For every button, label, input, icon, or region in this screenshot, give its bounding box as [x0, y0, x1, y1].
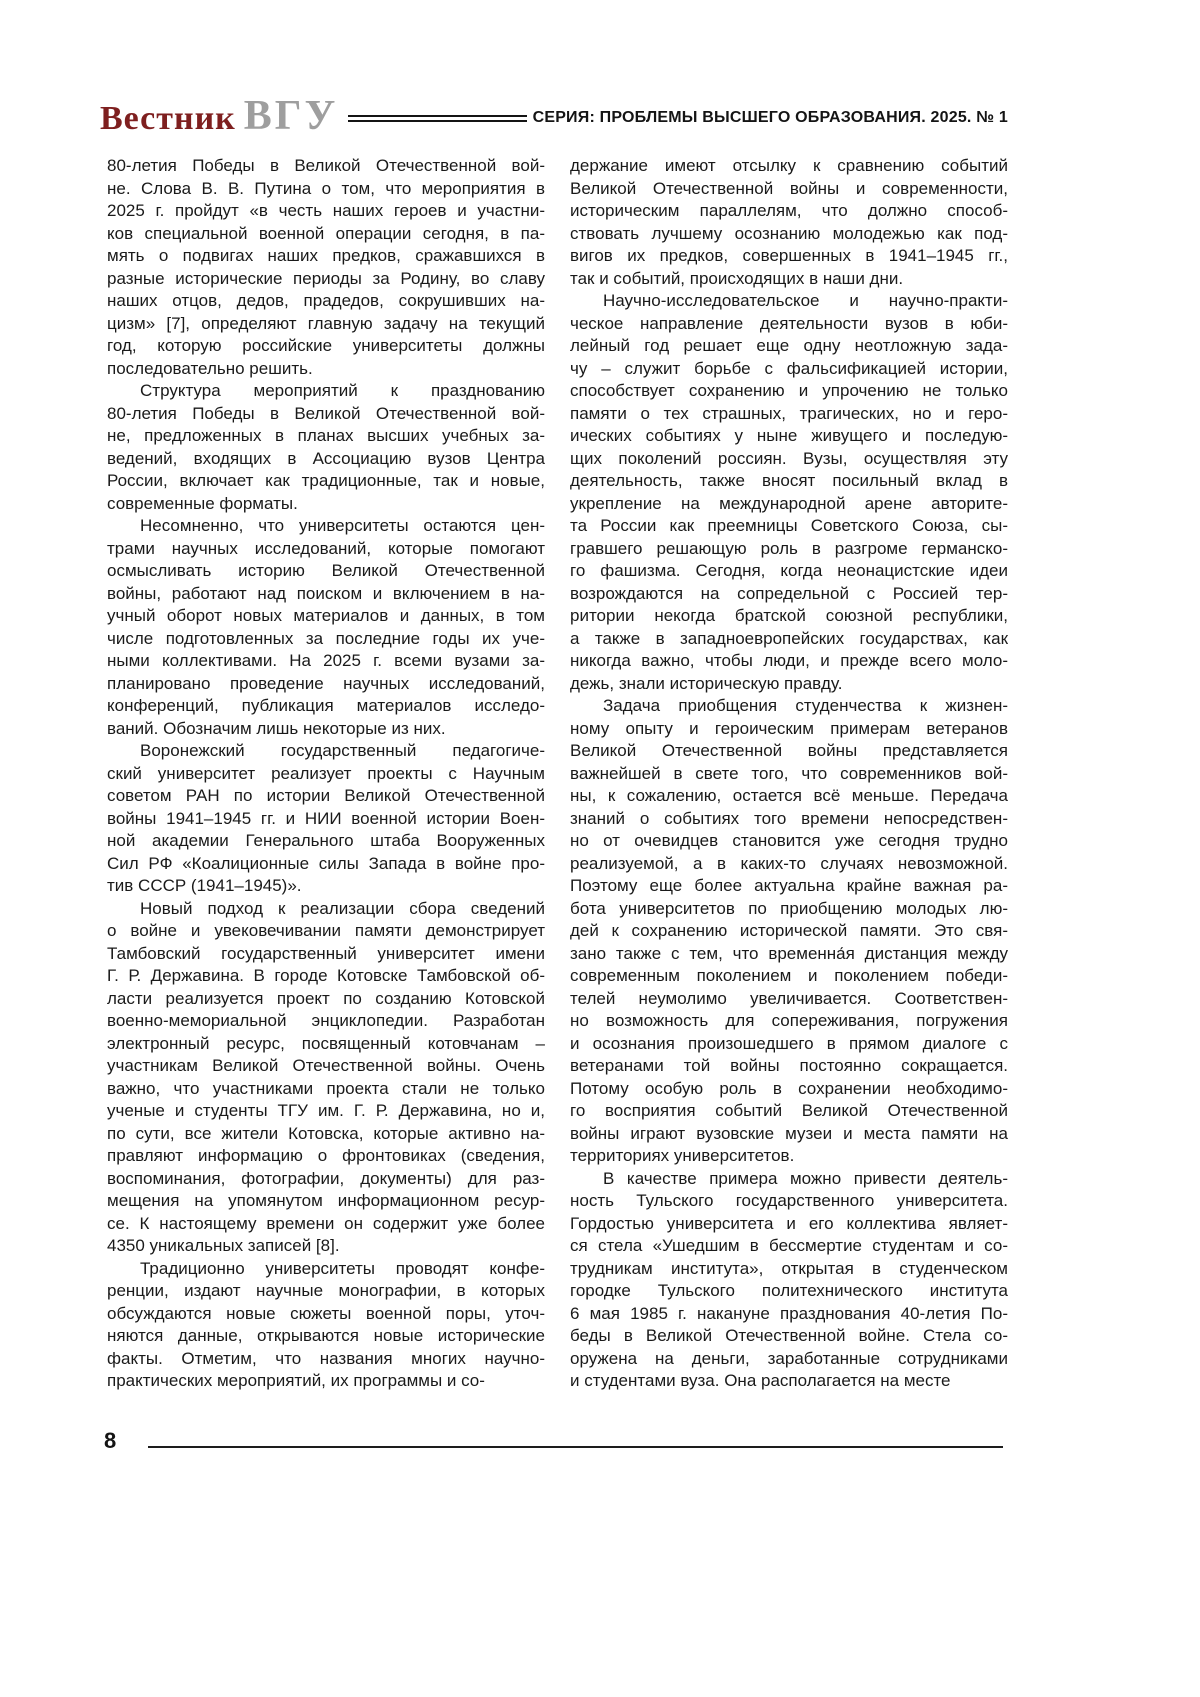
- text-line: ваний. Обозначим лишь некоторые из них.: [107, 718, 446, 738]
- text-line: никогда важно, чтобы люди, и прежде всего моло-: [570, 651, 1008, 670]
- paragraph: [107, 740, 545, 898]
- text-line: 4350 уникальных записей [8].: [107, 1236, 340, 1255]
- text-line: важно, что участниками проекта стали не только: [107, 1078, 545, 1098]
- text-line: беды в Великой Отечественной войне. Стела со-: [570, 1326, 1008, 1345]
- text-line: ученые и студенты ТГУ им. Г. Р. Державина, но и,: [107, 1101, 545, 1120]
- text-line: не. Слова В. В. Путина о том, что мероприятия в: [107, 178, 545, 198]
- text-line: 2025 г. пройдут «в честь наших героев и участни-: [107, 201, 545, 220]
- text-line: а также в западноевропейских государствах, как: [570, 628, 1008, 648]
- text-line: Потому особую роль в сохранении необходимо-: [570, 1078, 1008, 1098]
- series-title: СЕРИЯ: ПРОБЛЕМЫ ВЫСШЕГО ОБРАЗОВАНИЯ. 2025. № 1: [532, 109, 1008, 126]
- text-line: 80-летия Победы в Великой Отечественной вой-: [107, 156, 545, 175]
- header-double-rule: [348, 115, 526, 122]
- text-line: историческим параллелям, что должно способ-: [570, 201, 1008, 220]
- text-line: последовательно решить.: [107, 358, 313, 378]
- paragraph: [107, 155, 545, 380]
- text-line: ветеранами той войны постоянно сокращается.: [570, 1056, 1008, 1075]
- text-line: чу – служит борьбе с фальсификацией истории,: [570, 358, 1008, 378]
- text-line: ному опыту и героическим примерам ветеранов: [570, 718, 1008, 738]
- text-line: дей к сохранению исторической памяти. Это свя-: [570, 921, 1008, 940]
- text-line: способствует сохранению и упрочению не только: [570, 381, 1008, 400]
- text-line: бота университетов по приобщению молодых лю-: [570, 898, 1008, 918]
- text-line: оружена на деньги, заработанные сотрудниками: [570, 1348, 1008, 1368]
- text-line: Гордостью университета и его коллектива являет-: [570, 1213, 1008, 1233]
- page-number: 8: [104, 1428, 117, 1453]
- text-line: ков специальной военной операции сегодня, в па-: [107, 223, 545, 243]
- text-line: ствовать лучшему осознанию молодежью как под-: [570, 223, 1008, 243]
- text-line: практических мероприятий, их программы и со-: [107, 1371, 485, 1390]
- text-line: планировано проведение научных исследований,: [107, 673, 545, 693]
- text-line: щих поколений россиян. Вузы, осуществляя эту: [570, 448, 1008, 468]
- text-line: та России как преемницы Советского Союза, сы-: [570, 516, 1008, 535]
- text-line: так и событий, происходящих в наши дни.: [570, 268, 904, 288]
- text-line: Традиционно университеты проводят конфе-: [140, 1258, 545, 1278]
- text-line: Несомненно, что университеты остаются цен-: [140, 516, 545, 535]
- text-line: ренции, издают научные монографии, в которых: [107, 1281, 545, 1300]
- text-line: не, предложенных в планах высших учебных за-: [107, 426, 545, 445]
- text-line: памяти о тех страшных, трагических, но и геро-: [570, 403, 1008, 423]
- journal-logo: [100, 92, 338, 140]
- text-line: ны, к сожалению, остается всё меньше. Передача: [570, 786, 1008, 805]
- text-line: ритории некогда братской союзной республики,: [570, 606, 1008, 625]
- text-line: Воронежский государственный педагогиче-: [140, 741, 545, 760]
- text-line: но от очевидцев становится уже сегодня трудно: [570, 831, 1008, 850]
- text-line: ность Тульского государственного университета.: [570, 1191, 1008, 1210]
- text-line: няются данные, открываются новые исторические: [107, 1326, 545, 1345]
- text-line: войны 1941–1945 гг. и НИИ военной истории Воен-: [107, 808, 545, 828]
- text-line: городке Тульского политехнического института: [570, 1281, 1008, 1300]
- text-line: мещения на упомянутом информационном ресур-: [107, 1191, 545, 1210]
- text-line: Новый подход к реализации сбора сведений: [140, 898, 545, 918]
- text-line: но возможность для сопереживания, погружения: [570, 1011, 1008, 1030]
- text-line: Великой Отечественной войны представляется: [570, 741, 1008, 760]
- text-line: современным поколением и поколением победи-: [570, 966, 1008, 985]
- paragraph: [570, 290, 1008, 695]
- text-line: го фашизма. Сегодня, когда неонацистские идеи: [570, 561, 1008, 580]
- text-line: войны играют вузовские музеи и места памяти на: [570, 1123, 1008, 1143]
- text-line: цизм» [7], определяют главную задачу на текущий: [107, 313, 545, 333]
- text-line: правляют информацию о фронтовиках (сведения,: [107, 1146, 545, 1165]
- text-line: зано также с тем, что временна́я дистанция между: [570, 943, 1008, 963]
- text-line: возрождаются на сопредельной с Россией тер-: [570, 583, 1008, 603]
- text-line: России, включает как традиционные, так и новые,: [107, 471, 545, 490]
- text-line: держание имеют отсылку к сравнению событий: [570, 156, 1008, 175]
- text-line: 80-летия Победы в Великой Отечественной вой-: [107, 403, 545, 423]
- text-line: се. К настоящему времени он содержит уже более: [107, 1213, 545, 1233]
- text-line: реализуемой, а в каких-то случаях невозможной.: [570, 853, 1008, 873]
- text-line: и осознания произошедшего в прямом диалоге с: [570, 1033, 1008, 1053]
- text-line: обсуждаются новые сюжеты военной поры, уточ-: [107, 1303, 545, 1323]
- text-line: современные форматы.: [107, 493, 298, 513]
- text-line: воспоминания, фотографии, документы) для раз-: [107, 1168, 545, 1188]
- text-line: числе подготовленных за последние годы их уче-: [107, 628, 545, 648]
- text-line: ский университет реализует проекты с Научным: [107, 763, 545, 783]
- text-line: Г. Р. Державина. В городе Котовске Тамбовской об-: [107, 966, 545, 985]
- text-line: осмысливать историю Великой Отечественной: [107, 561, 545, 580]
- text-line: электронный ресурс, посвященный котовчанам –: [107, 1033, 545, 1053]
- text-line: о войне и увековечивании памяти демонстрирует: [107, 921, 545, 940]
- text-line: ся стела «Ушедшим в бессмертие студентам и со-: [570, 1236, 1008, 1255]
- text-line: и студентами вуза. Она располагается на месте: [570, 1371, 951, 1390]
- text-line: телей неумолимо увеличивается. Соответствен-: [570, 988, 1008, 1008]
- text-line: мять о подвигах наших предков, сражавшихся в: [107, 246, 545, 265]
- text-line: тив СССР (1941–1945)».: [107, 876, 302, 895]
- paragraph: [570, 695, 1008, 1168]
- page-header: [100, 92, 1008, 140]
- text-line: лейный год решает еще одну неотложную зада-: [570, 336, 1008, 355]
- text-line: ческое направление деятельности вузов в юби-: [570, 313, 1008, 333]
- text-line: Структура мероприятий к празднованию: [140, 381, 545, 400]
- text-line: по сути, все жители Котовска, которые активно на-: [107, 1123, 545, 1143]
- paragraph: [107, 1258, 545, 1393]
- text-line: укрепление на международной арене авторите-: [570, 493, 1008, 513]
- text-line: трудникам института», открытая в студенческом: [570, 1258, 1008, 1278]
- text-column-left: [107, 155, 545, 1393]
- paragraph: [107, 380, 545, 515]
- text-line: ических событиях у ныне живущего и последую-: [570, 426, 1008, 445]
- paragraph: [107, 515, 545, 740]
- text-line: участникам Великой Отечественной войны. Очень: [107, 1056, 545, 1075]
- text-line: ными коллективами. На 2025 г. всеми вузами за-: [107, 651, 545, 670]
- footer-rule: [148, 1446, 1003, 1448]
- text-line: учный оборот новых материалов и данных, в том: [107, 606, 545, 625]
- paragraph: [107, 898, 545, 1258]
- text-line: трами научных исследований, которые помогают: [107, 538, 545, 558]
- text-line: факты. Отметим, что названия многих научно-: [107, 1348, 545, 1368]
- text-line: разные исторические периоды за Родину, во славу: [107, 268, 545, 288]
- text-line: конференций, публикация материалов исследо-: [107, 696, 545, 715]
- text-line: ведений, входящих в Ассоциацию вузов Центра: [107, 448, 545, 468]
- text-line: Научно-исследовательское и научно-практи-: [603, 291, 1008, 310]
- text-line: наших отцов, дедов, прадедов, сокрушивших на-: [107, 291, 545, 310]
- text-line: В качестве примера можно привести деятель-: [603, 1168, 1008, 1188]
- text-line: военно-мемориальной энциклопедии. Разработан: [107, 1011, 545, 1030]
- text-line: Тамбовский государственный университет имени: [107, 943, 545, 963]
- text-line: гравшего решающую роль в разгроме германско-: [570, 538, 1008, 558]
- text-line: территориях университетов.: [570, 1146, 795, 1165]
- logo-word-vestnik: Вестник: [100, 100, 236, 137]
- paragraph: [570, 1168, 1008, 1393]
- text-line: важнейшей в свете того, что современников вой-: [570, 763, 1008, 783]
- text-line: дежь, знали историческую правду.: [570, 673, 843, 693]
- paragraph: [570, 155, 1008, 290]
- text-line: вигов их предков, совершенных в 1941–1945 гг.,: [570, 246, 1008, 265]
- text-line: Великой Отечественной войны и современности,: [570, 178, 1008, 198]
- text-line: ной академии Генерального штаба Вооруженных: [107, 831, 545, 850]
- text-column-right: [570, 155, 1008, 1393]
- text-line: деятельность, также вносят посильный вклад в: [570, 471, 1008, 490]
- text-line: го восприятия событий Великой Отечественной: [570, 1101, 1008, 1120]
- text-line: ласти реализуется проект по созданию Котовской: [107, 988, 545, 1008]
- logo-word-vgu: ВГУ: [243, 93, 339, 139]
- text-line: знаний о событиях того времени непосредствен-: [570, 808, 1008, 828]
- text-line: 6 мая 1985 г. накануне празднования 40-летия По-: [570, 1303, 1008, 1323]
- text-line: войны, работают над поиском и включением в на-: [107, 583, 545, 603]
- text-line: Поэтому еще более актуальна крайне важная ра-: [570, 876, 1008, 895]
- text-line: Задача приобщения студенчества к жизнен-: [603, 696, 1008, 715]
- text-line: год, которую российские университеты должны: [107, 336, 545, 355]
- text-line: Сил РФ «Коалиционные силы Запада в войне про-: [107, 853, 545, 873]
- text-line: советом РАН по истории Великой Отечественной: [107, 786, 545, 805]
